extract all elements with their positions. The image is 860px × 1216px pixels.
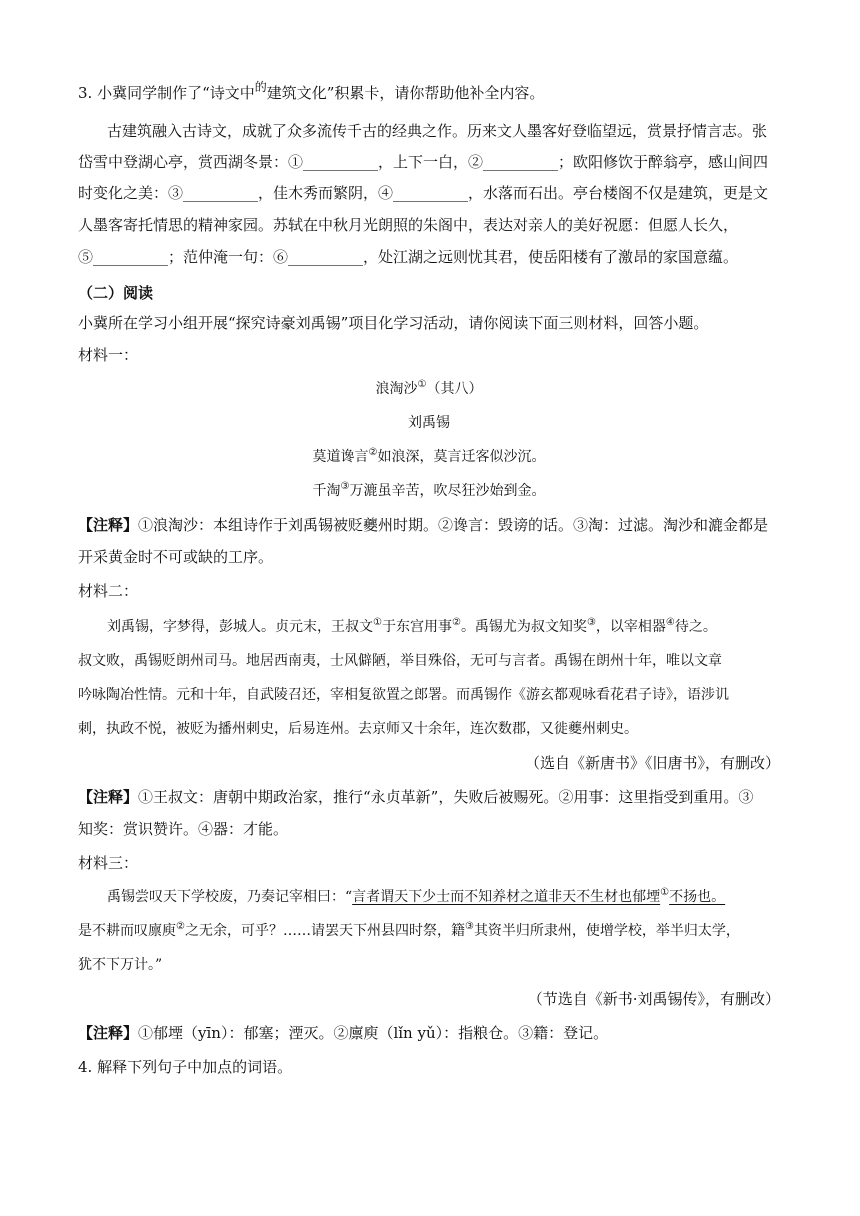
m2-text-a: 刘禹锡，字梦得，彭城人。贞元末，王叔文 <box>107 619 373 635</box>
m3-text-b: 是不耕而叹廪庾 <box>78 923 176 939</box>
note-tag: 【注释】 <box>78 1024 139 1042</box>
q3-line-4: 人墨客寄托情思的精神家园。苏轼在中秋月光朗照的朱阁中，表达对亲人的美好祝愿：但愿人长久， <box>78 216 739 234</box>
note-tag: 【注释】 <box>78 516 139 534</box>
footnote-marker: ③ <box>340 481 350 492</box>
material-2-line-2: 叔文败，禹锡贬朗州司马。地居西南夷，士风僻陋，举目殊俗，无可与言者。禹锡在朗州十年，唯以文章 <box>78 653 722 669</box>
footnote-marker: ① <box>373 617 382 628</box>
material-2-label: 材料二： <box>78 582 139 600</box>
material-2-source: （选自《新唐书》《旧唐书》，有删改） <box>524 754 780 772</box>
underlined-sentence: 言者谓天下少士而不知养材之道非天不生材也郁堙 <box>352 889 661 905</box>
material-2-line-4: 刺，执政不悦，被贬为播州刺史，后易连州。去京师又十余年，连次数郡，又徙夔州刺史。 <box>78 721 638 737</box>
material-3-line-1 <box>107 886 780 908</box>
m2-text-e: 待之。 <box>674 619 717 635</box>
section-intro: 小冀所在学习小组开展“探究诗豪刘禹锡”项目化学习活动，请你阅读下面三则材料，回答小题。 <box>78 314 709 332</box>
q3-insert: 的 <box>254 80 267 94</box>
m3-text-c: 之无余，可乎？……请罢天下州县四时祭，籍 <box>184 923 465 939</box>
poem-title-suffix: （其八） <box>426 381 483 397</box>
m2-text-b: 于东宫用事 <box>381 619 452 635</box>
material-2-line-1 <box>107 616 780 638</box>
q3-line-3: 时变化之美：③__________，佳木秀而繁阴，④__________，水落而石出。亭台楼阁不仅是建筑，更是文 <box>78 184 769 202</box>
material-1-note-line-1 <box>78 514 780 536</box>
q3-line-5: ⑤__________；范仲淹一句：⑥__________，处江湖之远则忧其君，使岳阳楼有了激昂的家国意蕴。 <box>78 248 739 266</box>
q3-line-1: 古建筑融入古诗文，成就了众多流传千古的经典之作。历来文人墨客好登临望远，赏景抒情言志。张 <box>107 122 768 140</box>
material-1-note-line-2: 开采黄金时不可或缺的工序。 <box>78 548 274 566</box>
poem-title-text: 浪淘沙 <box>375 381 418 397</box>
footnote-marker: ③ <box>464 921 474 932</box>
poem-line-1 <box>78 446 780 468</box>
question-3-prompt <box>78 82 780 104</box>
note-text: ①浪淘沙：本组诗作于刘禹锡被贬夔州时期。②谗言：毁谤的话。③淘：过滤。淘沙和漉金都是 <box>138 516 769 534</box>
material-2-note-line-2: 知奖：赏识赞许。④器：才能。 <box>78 820 289 838</box>
material-2-line-3: 吟咏陶冶性情。元和十年，自武陵召还，宰相复欲置之郎署。而禹锡作《游玄都观咏看花君子诗》，语涉讥 <box>78 687 729 703</box>
material-3-label: 材料三： <box>78 854 139 872</box>
m3-text-d: 其资半归所隶州，使增学校，举半归太学， <box>473 923 740 939</box>
q3-line-2: 岱雪中登湖心亭，赏西湖冬景：①__________，上下一白，②__________；欧阳修饮于醉翁亭，感山间四 <box>78 153 769 171</box>
q3-prefix: 3. 小冀同学制作了“诗文中 <box>78 84 255 102</box>
poem-line-2-b: 万漉虽辛苦，吹尽狂沙始到金。 <box>349 483 546 499</box>
question-4-prompt: 4. 解释下列句子中加点的词语。 <box>78 1058 293 1076</box>
note-text: ①王叔文：唐朝中期政治家，推行“永贞革新”，失败后被赐死。②用事：这里指受到重用。③ <box>138 788 754 806</box>
material-3-source: （节选自《新书·刘禹锡传》，有删改） <box>527 990 780 1008</box>
m3-text-a: 禹锡尝叹天下学校废，乃奏记宰相曰：“ <box>107 889 353 905</box>
section-heading-reading: （二）阅读 <box>78 284 154 302</box>
poem-line-1-b: 如浪深，莫言迁客似沙沉。 <box>377 449 546 465</box>
m2-text-d: ，以宰相器 <box>595 619 666 635</box>
poem-line-1-a: 莫道谗言 <box>312 449 369 465</box>
poem-line-2-a: 千淘 <box>312 483 341 499</box>
material-2-note-line-1 <box>78 786 780 808</box>
note-tag: 【注释】 <box>78 788 139 806</box>
footnote-marker: ② <box>368 447 378 458</box>
underlined-sentence-end: 不扬也。 <box>669 889 726 905</box>
poem-author: 刘禹锡 <box>408 415 450 431</box>
footnote-marker: ① <box>417 379 427 390</box>
q3-suffix: 建筑文化”积累卡，请你帮助他补全内容。 <box>266 84 545 102</box>
footnote-marker: ① <box>660 887 670 898</box>
m2-text-c: 。禹锡尤为叔文知奖 <box>460 619 587 635</box>
footnote-marker: ③ <box>586 617 596 628</box>
poem-title <box>78 378 780 400</box>
material-3-line-3: 犹不下万计。” <box>78 957 163 973</box>
material-3-note <box>78 1022 780 1044</box>
poem-line-2 <box>78 480 780 502</box>
footnote-marker: ④ <box>665 617 675 628</box>
footnote-marker: ② <box>451 617 461 628</box>
footnote-marker: ② <box>176 921 185 932</box>
material-3-line-2 <box>78 920 780 942</box>
note-text: ①郁堙（yīn）：郁塞；湮灭。②廪庾（lǐn yǔ）：指粮仓。③籍：登记。 <box>138 1024 609 1042</box>
material-1-label: 材料一： <box>78 346 139 364</box>
